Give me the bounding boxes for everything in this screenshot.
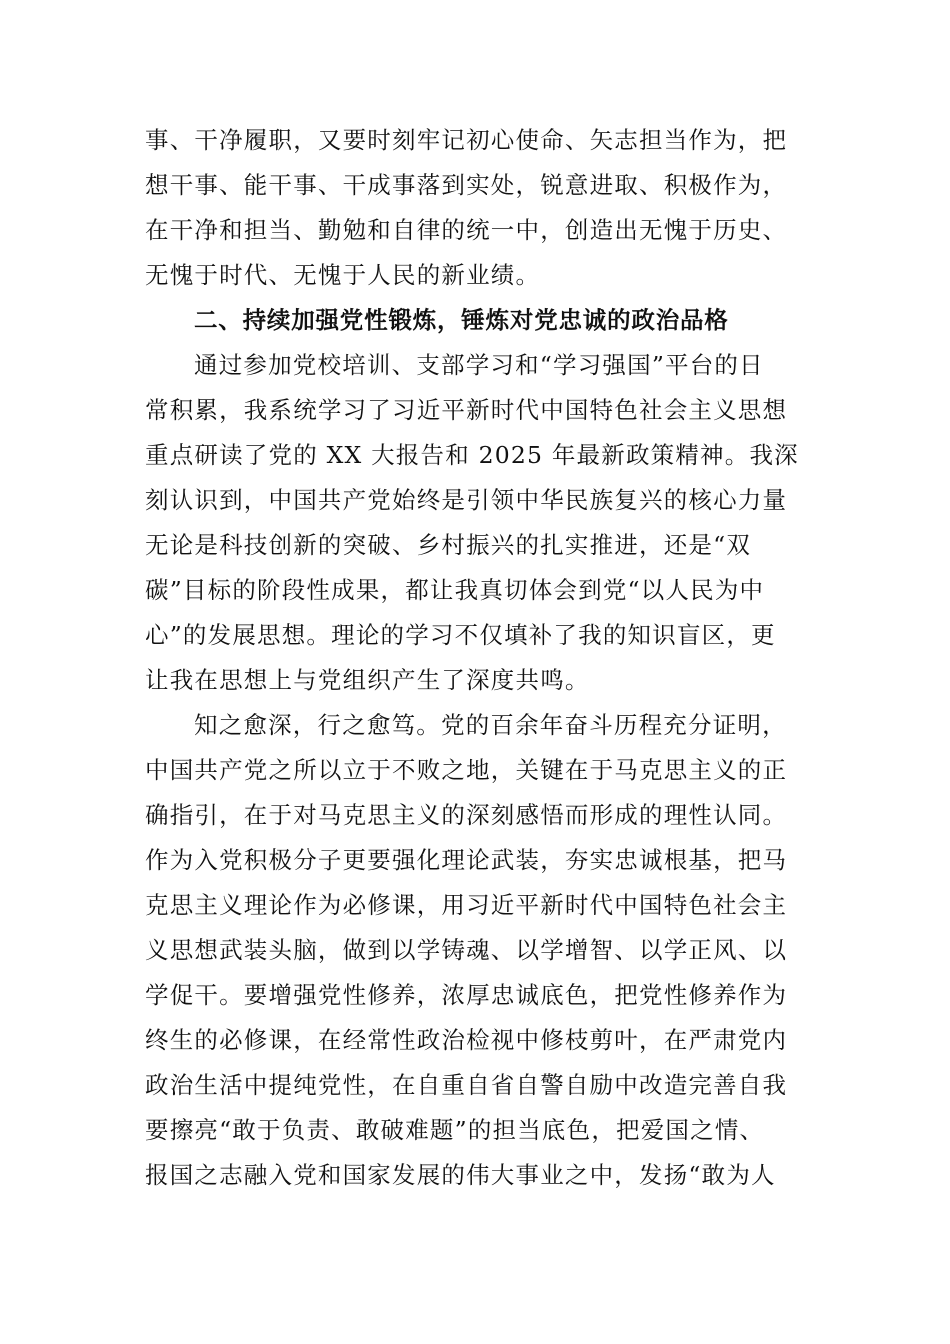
- text-line: 碳”目标的阶段性成果，都让我真切体会到党“以人民为中: [145, 576, 765, 604]
- text-line: 义思想武装头脑，做到以学铸魂、以学增智、以学正风、以: [145, 936, 788, 964]
- paragraph-study: [145, 343, 815, 703]
- text-line: 学促干。要增强党性修养，浓厚忠诚底色，把党性修养作为: [145, 981, 788, 1009]
- text-line: 在干净和担当、勤勉和自律的统一中，创造出无愧于历史、: [145, 216, 788, 244]
- text-line: 常积累，我系统学习了习近平新时代中国特色社会主义思想: [145, 396, 788, 424]
- section-heading: 二、持续加强党性锻炼，锤炼对党忠诚的政治品格: [194, 306, 729, 334]
- paragraph-continued: [145, 118, 815, 298]
- text-line: 终生的必修课，在经常性政治检视中修枝剪叶，在严肃党内: [145, 1026, 788, 1054]
- text-line: 政治生活中提纯党性，在自重自省自警自励中改造完善自我: [145, 1071, 788, 1099]
- text-line: 重点研读了党的 XX 大报告和 2025 年最新政策精神。我深: [145, 441, 799, 469]
- text-line: 想干事、能干事、干成事落到实处，锐意进取、积极作为，: [145, 171, 788, 199]
- text-line: 让我在思想上与党组织产生了深度共鸣。: [145, 666, 590, 694]
- text-line: 作为入党积极分子更要强化理论武装，夯实忠诚根基，把马: [145, 846, 788, 874]
- text-line: 无愧于时代、无愧于人民的新业绩。: [145, 261, 541, 289]
- text-line: 通过参加党校培训、支部学习和“学习强国”平台的日: [194, 351, 764, 379]
- text-line: 事、干净履职，又要时刻牢记初心使命、矢志担当作为，把: [145, 126, 788, 154]
- paragraph-practice: [145, 703, 815, 1198]
- text-line: 要擦亮“敢于负责、敢破难题”的担当底色，把爱国之情、: [145, 1116, 765, 1144]
- text-line: 报国之志融入党和国家发展的伟大事业之中，发扬“敢为人: [145, 1161, 776, 1189]
- text-line: 确指引，在于对马克思主义的深刻感悟而形成的理性认同。: [145, 801, 788, 829]
- text-line: 知之愈深，行之愈笃。党的百余年奋斗历程充分证明，: [194, 711, 787, 739]
- text-line: 无论是科技创新的突破、乡村振兴的扎实推进，还是“双: [145, 531, 752, 559]
- document-body: [145, 118, 815, 1198]
- text-line: 中国共产党之所以立于不败之地，关键在于马克思主义的正: [145, 756, 788, 784]
- text-line: 克思主义理论作为必修课，用习近平新时代中国特色社会主: [145, 891, 788, 919]
- text-line: 刻认识到，中国共产党始终是引领中华民族复兴的核心力量: [145, 486, 788, 514]
- text-line: 心”的发展思想。理论的学习不仅填补了我的知识盲区，更: [145, 621, 776, 649]
